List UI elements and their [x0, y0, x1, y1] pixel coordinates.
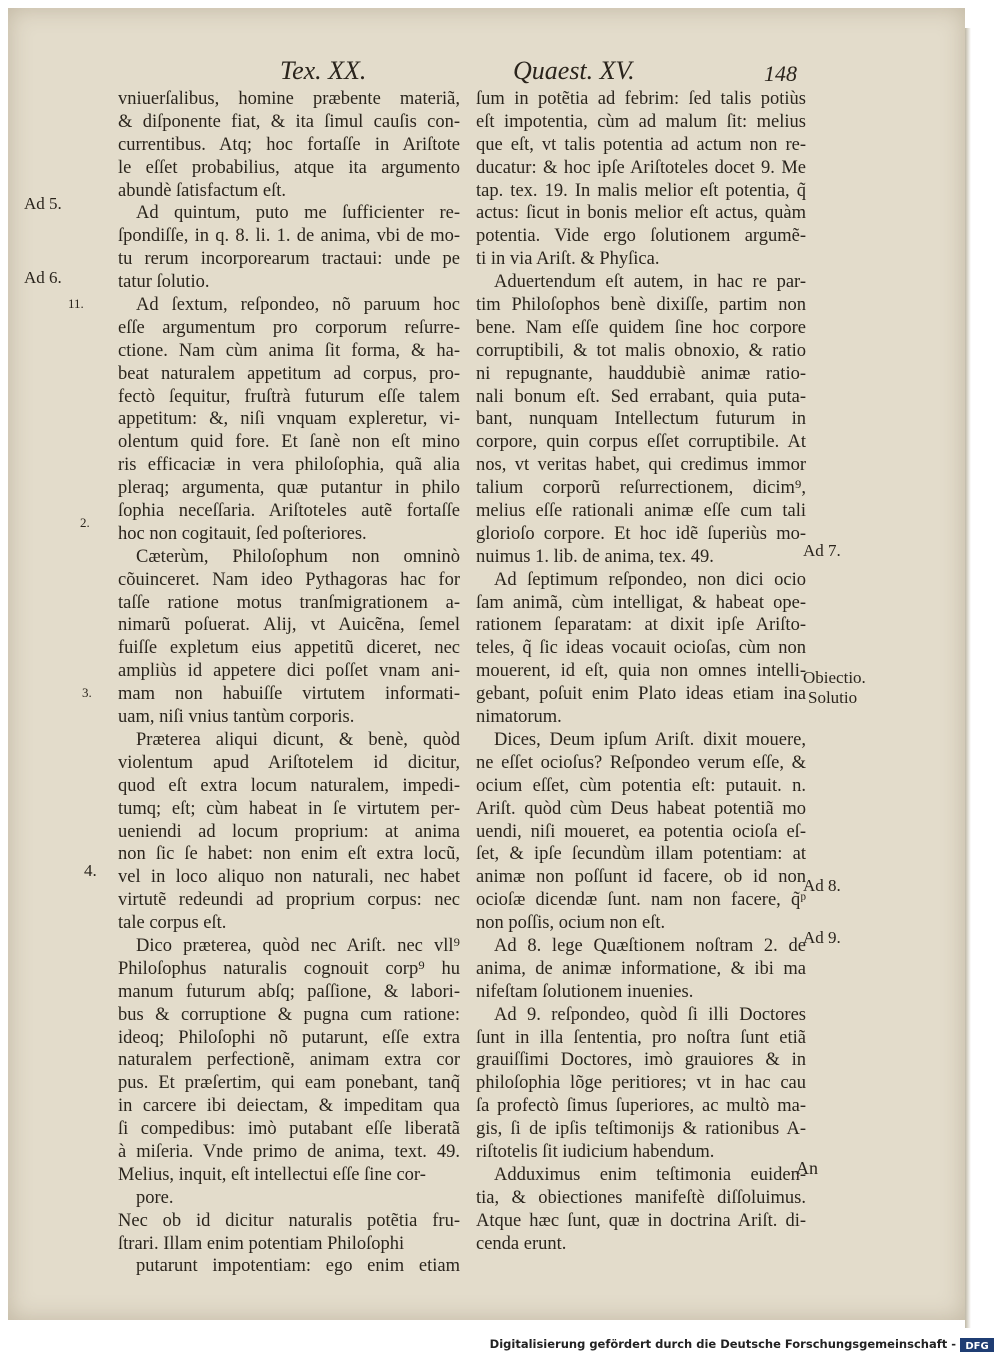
text-line: gebant, poſuit enim Plato ideas etiam ina	[476, 684, 806, 705]
text-line: naturalem perfectionẽ, animam extra cor	[118, 1050, 460, 1071]
text-line: Cæterùm, Philoſophum non omninò	[136, 546, 460, 567]
text-line: mouerent, id eſt, quia non omnes intelli-	[476, 661, 806, 682]
text-line: non poſſis, ocium non eſt.	[476, 913, 666, 934]
text-line: Præterea aliqui dicunt, & benè, quòd	[136, 729, 460, 750]
text-line: pleraq; argumenta, quæ putantur in philo	[118, 478, 460, 499]
text-line: fuiſſe expletum eius appetitũ diceret, nec	[118, 638, 460, 659]
text-line: nimarũ poſuerat. Alij, vt Auicẽna, ſemel	[118, 615, 460, 636]
margin-note-11: 11.	[68, 296, 84, 311]
text-line: bant, nunquam Intellectum futurum in	[476, 409, 806, 430]
text-line: Ad ſextum, reſpondeo, nõ paruum hoc	[136, 295, 460, 316]
text-line: abundè ſatisfactum eſt.	[118, 180, 286, 201]
text-line: ne eſſet ocioſus? Reſpondeo verum eſſe, &	[476, 752, 806, 773]
text-line: ſa profectò ſimus ſuperiores, ac multò ma-	[476, 1096, 806, 1117]
text-line: talium corporũ reſurrectionem, dicim⁹,	[476, 478, 806, 499]
dfg-logo-text: DFG	[965, 1341, 989, 1352]
text-line: nifeſtam ſolutionem inuenies.	[476, 981, 694, 1002]
text-line: uendi, niſi moueret, ea potentia ocioſa eſ-	[476, 821, 806, 842]
text-line: ocium eſſet, cùm potentia eſt: putauit. n.	[476, 775, 806, 796]
text-line: violentum apud Ariſtotelem id dicitur,	[118, 752, 460, 773]
text-line: riſtotelis ſit iudicium habendum.	[476, 1141, 715, 1162]
text-line: Aduertendum eſt autem, in hac re par-	[494, 272, 806, 293]
margin-note-obiectio: Obiectio.	[803, 668, 866, 687]
text-line: Atque hæc ſunt, quæ in doctrina Ariſt. di-	[476, 1210, 806, 1231]
text-line: ſet, & ipſe ſecundùm illam potentiam: at	[476, 844, 806, 865]
text-line: nimatorum.	[476, 707, 562, 728]
text-line: vel in loco aliquo non naturali, nec habet	[118, 867, 460, 888]
text-line: ducatur: & hoc ipſe Ariſtoteles docet 9. Me	[476, 157, 806, 178]
right-text-column	[476, 88, 806, 1255]
dfg-logo	[960, 1338, 994, 1352]
text-line: gis, ſi de ipſis teſtimonijs & rationibus A-	[476, 1119, 806, 1140]
text-line: le eſſet probabilius, atque ita argumento	[118, 157, 460, 178]
text-line: actus: ſicut in bonis melior eſt actus, quàm	[476, 203, 806, 224]
text-line: Philoſophus naturalis cognouit corp⁹ hu	[118, 958, 460, 979]
text-line: corruptibili, & tot malis obnoxio, & ratio	[476, 340, 806, 361]
text-line: eſt impotentia, cùm ad malum ſit: melius	[476, 111, 806, 132]
margin-note-ad9: Ad 9.	[803, 928, 841, 947]
margin-note-solutio: Solutio	[808, 688, 858, 707]
text-line: in carcere ibi deiectam, & impeditam qua	[118, 1096, 460, 1117]
text-line: hoc non cogitauit, ſed poſteriores.	[118, 523, 367, 544]
margin-note-4: 4.	[84, 861, 97, 880]
text-line: ti in via Ariſt. & Phyſica.	[476, 249, 660, 270]
text-line: putarunt impotentiam: ego enim etiam	[136, 1256, 460, 1277]
text-line: Ariſt. quòd cùm Deus habeat potentiã mo	[476, 798, 806, 819]
margin-note-2: 2.	[80, 515, 90, 530]
digitization-credit: Digitalisierung gefördert durch die Deutsche Forschungsgemeinschaft -	[489, 1337, 956, 1351]
text-line: tatur ſolutio.	[118, 272, 210, 293]
text-line: ſtrari. Illam enim potentiam Philoſophi	[118, 1233, 405, 1254]
text-line: teles, q̃ ſic ideas vocauit ocioſas, cùm non	[476, 638, 806, 659]
text-line: bus & corruptione & pugna cum ratione:	[118, 1004, 460, 1025]
text-line: quod eſt extra locum naturalem, impedi-	[118, 775, 460, 796]
text-line: à miſeria. Vnde primo de anima, text. 49.	[118, 1141, 460, 1162]
text-line: Adduximus enim teſtimonia euiden-	[494, 1164, 806, 1185]
text-line: ſi compedibus: imò putabant eſſe liberatã	[118, 1119, 460, 1140]
text-line: philoſophia lõge peritiores; vt in hac cau	[476, 1073, 806, 1094]
text-line: eſſe argumentum pro corporum reſurre-	[118, 317, 460, 338]
text-line: animæ non poſſunt id facere, ob id non	[476, 867, 806, 888]
text-line: appetitum: &, niſi vnquam expleretur, vi-	[118, 409, 460, 430]
text-line: & diſponente fiat, & ita ſimul cauſis con-	[118, 111, 460, 132]
text-line: potentia. Vide ergo ſolutionem argumẽ-	[476, 226, 806, 247]
text-line: ſam animã, cùm intelligat, & habeat ope-	[476, 592, 806, 613]
text-line: taſſe ratione motus tranſmigrationem a-	[118, 592, 460, 613]
text-line: ſophia neceſſaria. Ariſtoteles autẽ fortaſſe	[118, 501, 460, 522]
text-line: tumq; eſt; cùm habeat in ſe virtutem per-	[118, 798, 460, 819]
text-line: ſpondiſſe, in q. 8. li. 1. de anima, vbi de mo-	[118, 226, 460, 247]
text-line: Dices, Deum ipſum Ariſt. dixit mouere,	[494, 729, 806, 750]
text-line: nos, vt veritas habet, qui credimus immor	[476, 455, 806, 476]
margin-note-ad7: Ad 7.	[803, 541, 841, 560]
text-line: ſum in potẽtia ad febrim: ſed talis potiùs	[476, 89, 806, 109]
left-text-column	[118, 88, 460, 1278]
text-line: tim Philoſophos benè dixiſſe, partim non	[476, 295, 806, 316]
text-line: non ſic ſe habet: non enim eſt extra locũ,	[118, 844, 460, 865]
text-line: grauiſſimi Doctores, imò grauiores & in	[476, 1050, 806, 1071]
text-line: Ad ſeptimum reſpondeo, non dici ocio	[494, 569, 806, 590]
text-line: pore.	[136, 1187, 174, 1208]
text-line: Ad quintum, puto me ſufficienter re-	[136, 203, 460, 224]
text-line: Dico præterea, quòd nec Ariſt. nec vll⁹	[136, 935, 460, 956]
text-line: tu rerum incorporearum tractaui: unde pe	[118, 249, 460, 270]
running-head-left: Tex. XX.	[280, 56, 367, 85]
text-line: anima, de animæ informatione, & ibi ma	[476, 958, 806, 979]
text-line: tale corpus eſt.	[118, 913, 227, 934]
text-line: ampliùs id appetere dici poſſet vnam ani-	[118, 661, 460, 682]
text-line: ris efficaciæ in vera philoſophia, quã alia	[118, 455, 460, 476]
margin-note-ad6: Ad 6.	[24, 268, 62, 287]
text-line: beat naturalem appetitum ad corpus, pro-	[118, 363, 460, 384]
text-line: ocioſæ dicendæ ſunt. nam non facere, q̃ᵖ	[476, 890, 806, 911]
text-line: vniuerſalibus, homine præbente materiã,	[118, 89, 460, 109]
text-line: Nec ob id dicitur naturalis potẽtia fru-	[118, 1210, 460, 1231]
text-line: rationem ſeparatam: at dixit ipſe Ariſto-	[476, 615, 806, 636]
text-line: manum futurum abſq; paſſione, & labori-	[118, 981, 460, 1002]
page-number: 148	[764, 61, 797, 86]
text-line: corpore, quin corpus eſſet corruptibile. At	[476, 432, 806, 453]
text-line: nali bonum eſt. Sed errabant, quia puta-	[476, 386, 806, 407]
text-line: ſunt in illa ſententia, pro noſtra ſunt etiã	[476, 1027, 806, 1048]
text-line: ueniendi ad locum proprium: at anima	[118, 821, 460, 842]
text-line: pus. Et præſertim, qui eam ponebant, tanq̃	[118, 1073, 460, 1094]
text-line: tia, & obiectiones manifeſtè diſſoluimus.	[476, 1187, 806, 1208]
margin-note-3: 3.	[82, 685, 92, 700]
catchword: An	[796, 1158, 818, 1178]
text-line: bene. Nam eſſe quidem ſine hoc corpore	[476, 317, 806, 338]
text-line: glorioſo corpore. Et hoc idẽ ſuperiùs mo-	[476, 523, 806, 544]
text-line: fectò ſequitur, fruſtrà futurum eſſe talem	[118, 386, 460, 407]
text-line: olentum quid fore. Et ſanè non eſt mino	[118, 432, 460, 453]
text-line: uam, niſi vnius tantùm corporis.	[118, 707, 355, 728]
text-line: mam non habuiſſe virtutem informati-	[118, 684, 460, 705]
text-line: Ad 9. reſpondeo, quòd ſi illi Doctores	[494, 1004, 806, 1025]
text-line: Ad 8. lege Quæſtionem noſtram 2. de	[494, 935, 806, 956]
text-line: ideoq; Philoſophi nõ putarunt, eſſe extra	[118, 1027, 460, 1048]
book-page	[8, 8, 965, 1320]
text-line: cenda erunt.	[476, 1233, 567, 1254]
text-line: currentibus. Atq; hoc fortaſſe in Ariſtote	[118, 134, 460, 155]
text-line: melius eſſe rationali animæ eſſe cum tali	[476, 501, 806, 522]
text-line: Melius, inquit, eſt intellectui eſſe ſine cor-	[118, 1164, 426, 1185]
text-line: tap. tex. 19. In malis melior eſt potentia, q̃	[476, 180, 806, 201]
margin-note-ad8: Ad 8.	[803, 876, 841, 895]
text-line: nuimus 1. lib. de anima, tex. 49.	[476, 546, 714, 567]
text-line: ni repugnante, hauddubiè animæ ratio-	[476, 363, 806, 384]
text-line: cõuinceret. Nam ideo Pythagoras hac for	[118, 569, 460, 590]
text-line: virtutẽ redeundi ad proprium corpus: nec	[118, 890, 460, 911]
text-line: ctione. Nam cùm anima ſit forma, & ha-	[118, 340, 460, 361]
running-head-center: Quaest. XV.	[513, 56, 635, 85]
margin-note-ad5: Ad 5.	[24, 194, 62, 213]
text-line: que eſt, vt talis potentia ad actum non re-	[476, 134, 806, 155]
